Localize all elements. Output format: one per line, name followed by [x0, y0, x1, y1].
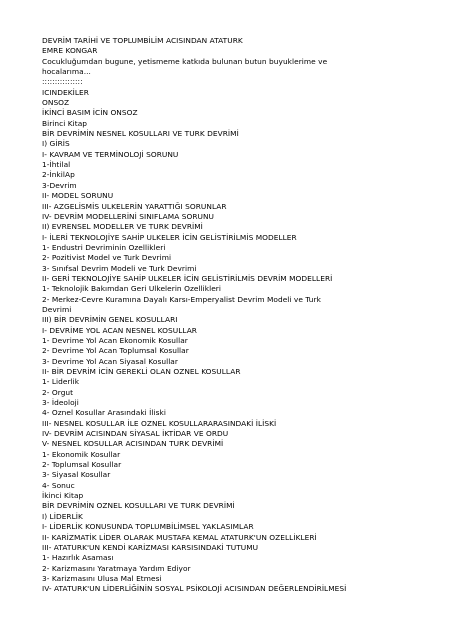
text-line: 3- Karizmasını Ulusa Mal Etmesi — [42, 573, 162, 583]
text-line: BİR DEVRİMİN NESNEL KOSULLARI VE TURK DEVRİMİ — [42, 129, 239, 139]
text-line: 2- Toplumsal Kosullar — [42, 460, 122, 470]
text-line: 4- Oznel Kosullar Arasındaki İliski — [42, 408, 166, 418]
text-line: II) EVRENSEL MODELLER VE TURK DEVRİMİ — [42, 222, 203, 232]
text-line: hocalarıma... — [42, 67, 91, 77]
text-line: 3- Siyasal Kosullar — [42, 470, 111, 480]
text-line: II- GERİ TEKNOLOJİYE SAHİP ULKELER İCİN GELİSTİRİLMİS DEVRİM MODELLERİ — [42, 273, 333, 283]
text-line: BİR DEVRİMİN OZNEL KOSULLARI VE TURK DEVRİMİ — [42, 501, 235, 511]
text-line: ONSOZ — [42, 98, 70, 108]
text-line: 2- Karizmasını Yaratmaya Yardım Ediyor — [42, 563, 191, 573]
text-line: İkinci Kitap — [42, 491, 84, 501]
text-line: 1- Ekonomik Kosullar — [42, 449, 121, 459]
text-line: I) LİDERLİK — [42, 511, 83, 521]
text-line: İKİNCİ BASIM İCİN ONSOZ — [42, 108, 138, 118]
text-line: I- İLERİ TEKNOLOJİYE SAHİP ULKELER İCİN GELİSTİRİLMİS MODELLER — [42, 232, 297, 242]
text-line: 2- Merkez-Cevre Kuramına Dayalı Karsı-Emperyalist Devrim Modeli ve Turk — [42, 294, 321, 304]
text-line: I- DEVRİME YOL ACAN NESNEL KOSULLAR — [42, 325, 197, 335]
text-line: 1- Hazırlık Asaması — [42, 553, 114, 563]
text-line: I- KAVRAM VE TERMİNOLOJİ SORUNU — [42, 149, 179, 159]
text-line: 2- Devrime Yol Acan Toplumsal Kosullar — [42, 346, 189, 356]
text-line: 3-Devrim — [42, 180, 77, 190]
text-line: V- NESNEL KOSULLAR ACISINDAN TURK DEVRİMİ — [42, 439, 224, 449]
text-line: II- KARİZMATİK LİDER OLARAK MUSTAFA KEMAL ATATURK'UN OZELLİKLERİ — [42, 532, 317, 542]
text-line: IV- DEVRİM ACISINDAN SİYASAL İKTİDAR VE ORDU — [42, 429, 229, 439]
text-line: 1- Devrime Yol Acan Ekonomik Kosullar — [42, 335, 188, 345]
text-line: 2- Pozitivist Model ve Turk Devrimi — [42, 253, 172, 263]
text-line: Birinci Kitap — [42, 118, 88, 128]
text-line: 1-İhtilal — [42, 160, 71, 170]
text-line: ICINDEKİLER — [42, 87, 89, 97]
text-line: DEVRİM TARİHİ VE TOPLUMBİLİM ACISINDAN ATATURK — [42, 36, 243, 45]
text-line: 4- Sonuc — [42, 480, 75, 490]
text-line: EMRE KONGAR — [42, 46, 98, 56]
text-line: 3- Sınıfsal Devrim Modeli ve Turk Devrimi — [42, 263, 197, 273]
text-line: :::::::::::::::: — [42, 77, 83, 87]
text-line: 1- Liderlik — [42, 377, 80, 387]
text-line: 1- Teknolojik Bakımdan Geri Ulkelerin Ozellikleri — [42, 284, 221, 294]
text-line: 3- İdeoloji — [42, 398, 79, 408]
text-line: IV- ATATURK'UN LİDERLİĞİNİN SOSYAL PSİKOLOJİ ACISINDAN DEĞERLENDİRİLMESİ — [42, 584, 347, 594]
text-line: II- MODEL SORUNU — [42, 191, 114, 201]
text-line: I- LİDERLİK KONUSUNDA TOPLUMBİLİMSEL YAKLASIMLAR — [42, 522, 254, 532]
text-line: 2-İnkilAp — [42, 170, 75, 180]
text-line: Cocukluğumdan bugune, yetismeme katkıda bulunan butun buyuklerime ve — [42, 56, 328, 66]
text-line: III) BİR DEVRİMİN GENEL KOSULLARI — [42, 315, 178, 325]
text-line: II- BİR DEVRİM İCİN GEREKLİ OLAN OZNEL KOSULLAR — [42, 367, 241, 376]
text-line: III- ATATURK'UN KENDİ KARİZMASI KARSISINDAKİ TUTUMU — [42, 542, 259, 552]
text-line: I) GİRİS — [42, 139, 70, 149]
text-line: Devrimi — [42, 304, 72, 314]
text-line: 2- Orgut — [42, 387, 74, 397]
document-body — [42, 36, 432, 595]
text-line: III- NESNEL KOSULLAR İLE OZNEL KOSULLARARASINDAKİ İLİSKİ — [42, 418, 277, 428]
text-line: III- AZGELİSMİS ULKELERİN YARATTIĞI SORUNLAR — [42, 201, 227, 211]
text-line: 3- Devrime Yol Acan Siyasal Kosullar — [42, 356, 178, 366]
text-line: 1- Endustri Devriminin Ozellikleri — [42, 242, 166, 252]
text-line: IV- DEVRİM MODELLERİNİ SINIFLAMA SORUNU — [42, 211, 215, 221]
